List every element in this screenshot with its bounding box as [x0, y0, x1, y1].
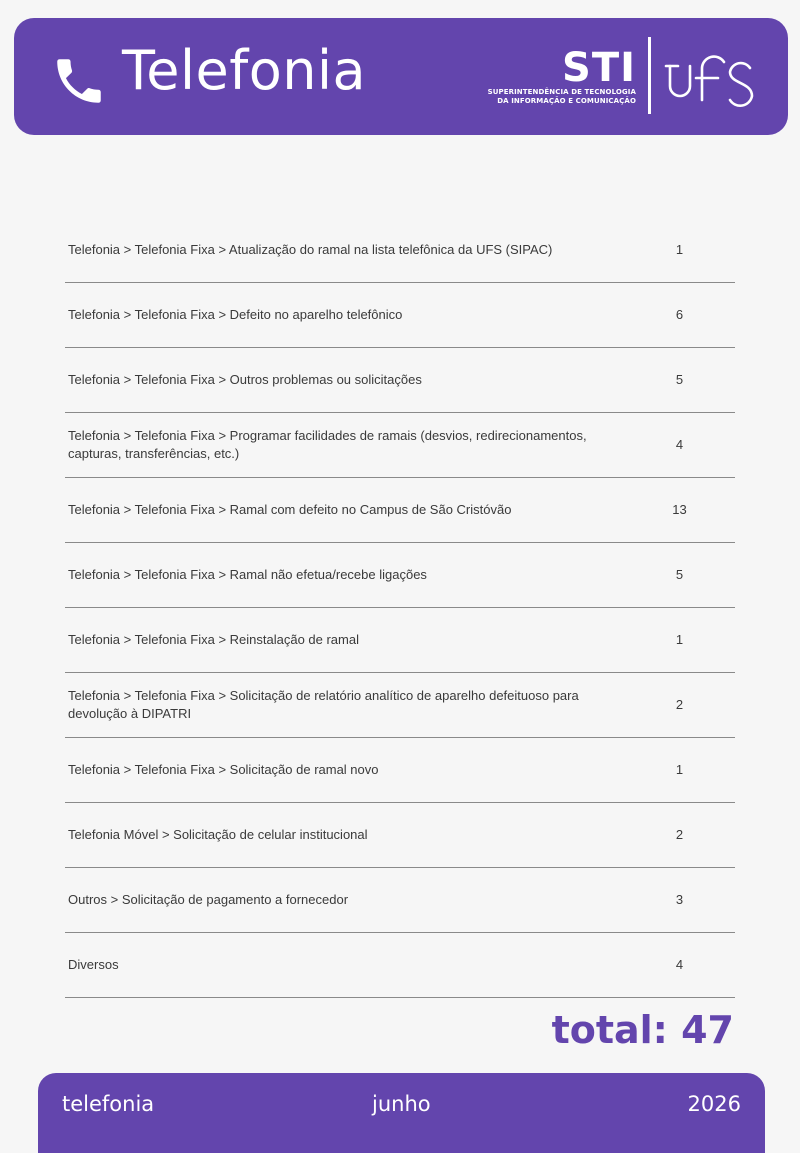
ticket-category-table — [65, 218, 735, 998]
category-count: 1 — [643, 218, 735, 283]
table-row — [65, 283, 735, 348]
sti-logo — [487, 45, 636, 106]
sti-logo-text: STI — [562, 45, 636, 91]
category-label: Telefonia > Telefonia Fixa > Defeito no aparelho telefônico — [65, 283, 643, 348]
header-banner — [14, 18, 788, 135]
category-count: 4 — [643, 413, 735, 478]
category-label: Telefonia > Telefonia Fixa > Reinstalação de ramal — [65, 608, 643, 673]
ticket-category-rows — [65, 218, 735, 998]
footer-month: junho — [372, 1092, 431, 1116]
category-count: 1 — [643, 608, 735, 673]
category-count: 5 — [643, 543, 735, 608]
table-row — [65, 478, 735, 543]
phone-icon — [50, 52, 108, 110]
category-label: Telefonia > Telefonia Fixa > Programar facilidades de ramais (desvios, redirecionamentos, capturas, transferências, etc.) — [65, 413, 643, 478]
footer-banner — [38, 1073, 765, 1153]
table-row — [65, 738, 735, 803]
category-count: 4 — [643, 933, 735, 998]
table-row — [65, 933, 735, 998]
category-count: 5 — [643, 348, 735, 413]
category-label: Telefonia > Telefonia Fixa > Ramal com defeito no Campus de São Cristóvão — [65, 478, 643, 543]
category-count: 2 — [643, 673, 735, 738]
category-label: Telefonia Móvel > Solicitação de celular institucional — [65, 803, 643, 868]
table-row — [65, 673, 735, 738]
table-row — [65, 868, 735, 933]
total-count: total: 47 — [551, 1008, 734, 1052]
category-label: Telefonia > Telefonia Fixa > Atualização do ramal na lista telefônica da UFS (SIPAC) — [65, 218, 643, 283]
table-row — [65, 218, 735, 283]
table-row — [65, 348, 735, 413]
table-row — [65, 413, 735, 478]
sti-logo-subtitle-1: SUPERINTENDÊNCIA DE TECNOLOGIA — [487, 88, 636, 96]
category-label: Outros > Solicitação de pagamento a fornecedor — [65, 868, 643, 933]
category-count: 3 — [643, 868, 735, 933]
table-row — [65, 543, 735, 608]
category-count: 6 — [643, 283, 735, 348]
sti-logo-subtitle-2: DA INFORMAÇÃO E COMUNICAÇÃO — [497, 97, 636, 105]
category-label: Diversos — [65, 933, 643, 998]
table-row — [65, 803, 735, 868]
logo-divider — [648, 37, 651, 114]
ufs-logo — [662, 38, 757, 116]
footer-year: 2026 — [687, 1092, 741, 1116]
category-label: Telefonia > Telefonia Fixa > Solicitação de ramal novo — [65, 738, 643, 803]
category-label: Telefonia > Telefonia Fixa > Ramal não efetua/recebe ligações — [65, 543, 643, 608]
footer-section-label: telefonia — [62, 1092, 155, 1116]
category-count: 13 — [643, 478, 735, 543]
category-label: Telefonia > Telefonia Fixa > Outros problemas ou solicitações — [65, 348, 643, 413]
page-title: Telefonia — [122, 39, 367, 102]
category-count: 1 — [643, 738, 735, 803]
category-count: 2 — [643, 803, 735, 868]
category-label: Telefonia > Telefonia Fixa > Solicitação de relatório analítico de aparelho defeituoso para devolução à DIPATRI — [65, 673, 643, 738]
table-row — [65, 608, 735, 673]
